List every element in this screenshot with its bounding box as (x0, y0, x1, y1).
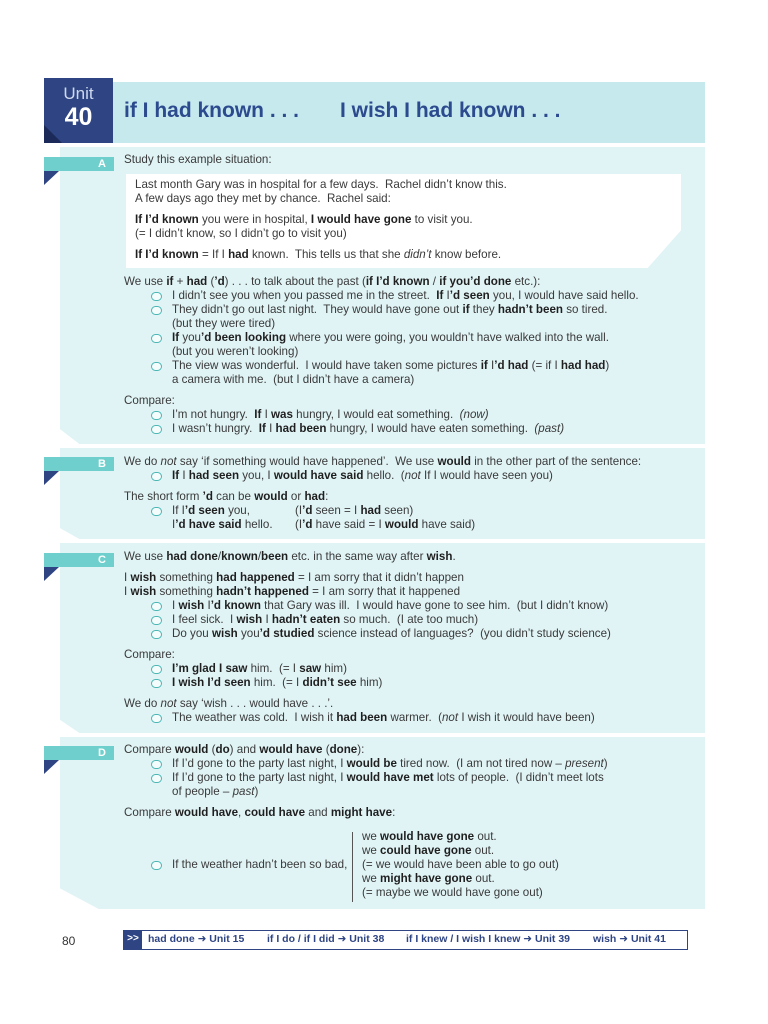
ref-link-unit15[interactable]: had done ➜ Unit 15 (148, 933, 245, 945)
section-b-tab: B (44, 457, 114, 471)
ref-link-unit41[interactable]: wish ➜ Unit 41 (593, 933, 666, 945)
unit-number: 40 (64, 103, 93, 131)
section-c-tab: C (44, 553, 114, 567)
section-a-tab: A (44, 157, 114, 171)
section-a-intro: Study this example situation: (124, 153, 272, 166)
unit-label: Unit (63, 84, 94, 103)
unit-badge (44, 78, 113, 143)
cross-reference-bar (123, 930, 688, 950)
title-part-1: if I had known . . . (124, 99, 300, 122)
double-arrow-icon: >> (124, 931, 142, 949)
brace (352, 832, 361, 902)
section-d-tab: D (44, 746, 114, 760)
ref-link-unit38[interactable]: if I do / if I did ➜ Unit 38 (267, 933, 385, 945)
ref-link-unit39[interactable]: if I knew / I wish I knew ➜ Unit 39 (406, 933, 571, 945)
page-number: 80 (62, 934, 76, 948)
title-part-2: I wish I had known . . . (340, 99, 561, 122)
page-title (113, 82, 705, 143)
